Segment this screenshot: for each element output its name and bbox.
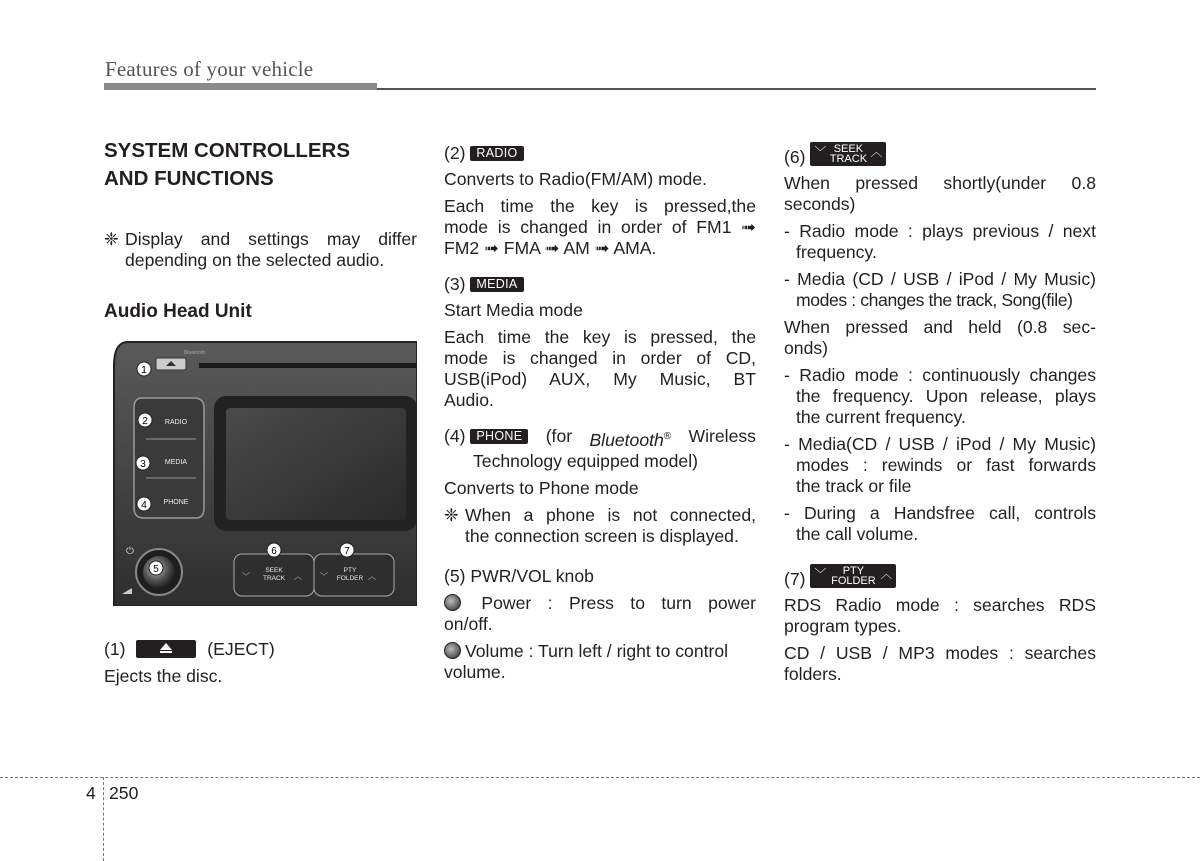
knob-icon-2: [444, 642, 461, 659]
left-column: [104, 137, 417, 193]
chapter-number: 4: [86, 783, 96, 803]
note-text: Display and settings may differ depending on the selected audio.: [125, 229, 417, 270]
phone-badge: PHONE: [470, 429, 528, 444]
header-rule-thin: [377, 88, 1096, 90]
pty-folder-badge: ﹀ PTY FOLDER ︿: [810, 564, 896, 588]
callout-5: 5: [153, 564, 159, 575]
page-number: 250: [109, 783, 139, 803]
knob-icon: [444, 594, 461, 611]
chevron-down-icon-2: ﹀: [814, 567, 827, 581]
media-button-label: MEDIA: [164, 459, 188, 466]
display-note: [104, 229, 417, 271]
callout-3: 3: [140, 459, 146, 470]
radio-badge: RADIO: [470, 146, 523, 161]
callout-6: 6: [271, 546, 277, 557]
callout-1: 1: [141, 365, 147, 376]
eject-section: (1) (EJECT) Ejects the disc.: [104, 639, 417, 693]
bluetooth-label: Bluetooth: [184, 350, 206, 356]
power-icon: ⏻: [126, 546, 134, 557]
seek-label-2: TRACK: [262, 575, 286, 582]
media-badge: MEDIA: [470, 277, 523, 292]
seek-label-1: SEEK: [265, 567, 283, 574]
note-symbol-icon-2: ❈: [444, 504, 459, 525]
audio-head-unit-figure: [104, 336, 417, 606]
note-symbol-icon: ❈: [104, 229, 119, 249]
audio-head-unit-heading: Audio Head Unit: [104, 301, 252, 322]
seek-up-icon: ︿: [294, 572, 302, 581]
header-rule-thick: [104, 83, 377, 90]
callout-4: 4: [141, 500, 147, 511]
pty-up-icon: ︿: [368, 572, 376, 581]
callout-2: 2: [142, 416, 148, 427]
footer-rule: [0, 777, 1200, 778]
chevron-up-icon-2: ︿: [880, 567, 893, 581]
phone-button-label: PHONE: [163, 499, 189, 506]
seek-track-badge: ﹀ SEEK TRACK ︿: [810, 142, 886, 166]
pty-down-icon: ﹀: [320, 572, 328, 581]
pty-label-2: FOLDER: [336, 575, 364, 582]
callout-7: 7: [344, 546, 350, 557]
pty-label-1: PTY: [343, 567, 357, 574]
section-heading: SYSTEM CONTROLLERS AND FUNCTIONS: [104, 139, 351, 190]
chevron-down-icon: ﹀: [814, 145, 827, 159]
chevron-up-icon: ︿: [870, 145, 883, 159]
running-header: Features of your vehicle: [105, 57, 314, 81]
radio-button-label: RADIO: [164, 419, 188, 426]
eject-desc: Ejects the disc.: [104, 666, 223, 686]
seek-down-icon: ﹀: [242, 572, 250, 581]
right-column: (6) ﹀ SEEK TRACK ︿ When pressed shortly(under 0.8 seconds) - Radio mode : plays previous / next frequency. - Media (CD / USB / iPod / My Music) modes : changes the track, Song(file) When pressed and held (0.8 sec- onds) - Radio mode : continuously changes the frequency. Upon release, plays the current frequency. - Media(CD / USB / iPod / My Music) modes : rewinds or fast forwards the track or file - During a Handsfree call, controls the call volume. (7) ﹀ PTY FOLDER ︿ RDS Radio mode : searches RDS program types. CD / USB / MP3 modes : searches folders.: [784, 143, 1096, 684]
eject-button-icon: [136, 640, 196, 658]
middle-column: (2) RADIO Converts to Radio(FM/AM) mode. Each time the key is pressed,the mode is changed in order of FM1 ➟ FM2 ➟ FMA ➟ AM ➟ AMA. (3) MEDIA Start Media mode Each time the key is pressed, the mode is changed in order of CD, USB(iPod) AUX, My Music, BT Audio. (4) PHONE (for Bluetooth® Wireless Technology equipped model) Converts to Phone mode ❈ When a phone is not connected, the connection screen is displayed. (5) PWR/VOL knob Power : Press to turn power on/off. Volume : Turn left / right to control volume.: [444, 143, 756, 682]
footer-divider: [103, 777, 104, 861]
